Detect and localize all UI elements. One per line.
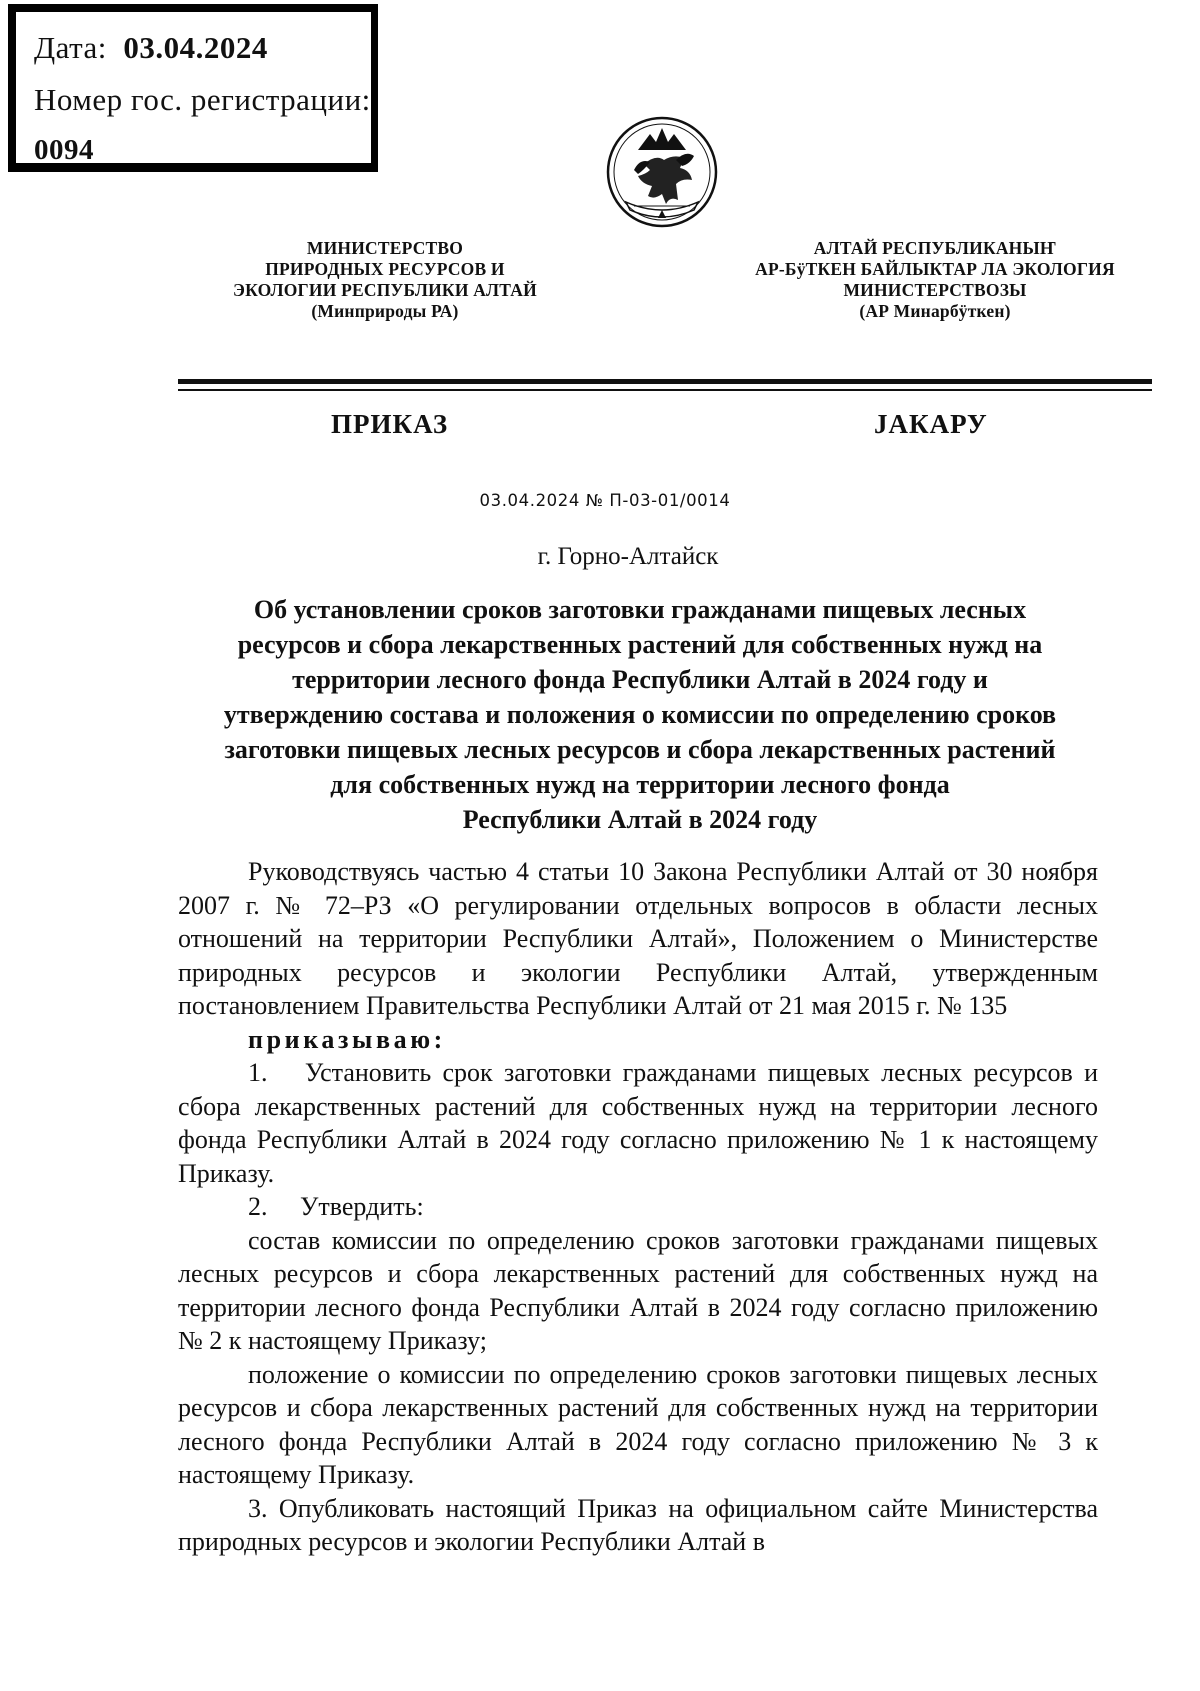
header-right-line: АЛТАЙ РЕСПУБЛИКАНЫҤ (813, 238, 1057, 258)
ministry-name-russian (212, 238, 558, 322)
title-line: ресурсов и сбора лекарственных растений для собственных нужд на (237, 630, 1043, 659)
header-divider-thick (178, 379, 1152, 384)
date-value: 03.04.2024 (123, 30, 268, 65)
header-right-line: АР-БÿТКЕН БАЙЛЫКТАР ЛА ЭКОЛОГИЯ (755, 259, 1115, 279)
preamble-paragraph: Руководствуясь частью 4 статьи 10 Закона Республики Алтай от 30 ноября 2007 г. № 72–РЗ «О регулировании отдельных вопросов в области лесных отношений на территории Республики Алтай», Положением о Министерстве природных ресурсов и экологии Республики Алтай, утвержденным постановлением Правительства Республики Алтай от 21 мая 2015 г. № 135 (178, 857, 1098, 1020)
header-left-line: ПРИРОДНЫХ РЕСУРСОВ И (265, 259, 505, 279)
title-line: Республики Алтай в 2024 году (462, 805, 818, 834)
header-right-line: (АР Минарбÿткен) (859, 301, 1011, 321)
doc-number: 03.04.2024 № П-03-01/0014 (479, 491, 731, 510)
order-item-2a: состав комиссии по определению сроков заготовки гражданами пищевых лесных ресурсов и сбора лекарственных растений для собственных нужд на территории лесного фонда Республики Алтай в 2024 году согласно приложению № 2 к настоящему Приказу; (178, 1225, 1098, 1355)
order-item-2: 2. Утвердить: (248, 1192, 424, 1221)
title-line: заготовки пищевых лесных ресурсов и сбора лекарственных растений (224, 735, 1056, 764)
order-item-2b: положение о комиссии по определению сроков заготовки пищевых лесных ресурсов и сбора лекарственных растений для собственных нужд на территории лесного фонда Республики Алтай в 2024 году согласно приложению № 3 к настоящему Приказу. (178, 1359, 1098, 1489)
header-right-line: МИНИСТЕРСТВОЗЫ (843, 280, 1027, 300)
header-left-line: ЭКОЛОГИИ РЕСПУБЛИКИ АЛТАЙ (233, 280, 537, 300)
city: г. Горно-Алтайск (537, 543, 719, 570)
order-item-3: 3. Опубликовать настоящий Приказ на официальном сайте Министерства природных ресурсов и экологии Республики Алтай в (178, 1493, 1098, 1556)
header-divider-thin (178, 389, 1152, 391)
title-line: территории лесного фонда Республики Алтай в 2024 году и (292, 665, 988, 694)
registration-stamp (8, 4, 378, 172)
title-line: для собственных нужд на территории лесного фонда (330, 770, 950, 799)
registration-label: Номер гос. регистрации: (34, 82, 371, 117)
registration-number: 0094 (34, 134, 94, 166)
title-line: Об установлении сроков заготовки гражданами пищевых лесных (253, 595, 1027, 624)
ministry-name-altai (730, 238, 1140, 322)
header-left-line: МИНИСТЕРСТВО (306, 238, 464, 258)
document-title (178, 592, 1102, 837)
doc-type-altai: JАКАРУ (874, 409, 988, 439)
title-line: утверждению состава и положения о комиссии по определению сроков (223, 700, 1057, 729)
doc-type-russian: ПРИКАЗ (331, 409, 449, 439)
header-left-line: (Минприроды РА) (311, 301, 459, 321)
order-word: приказываю: (248, 1024, 446, 1054)
altai-republic-emblem-icon (604, 114, 720, 236)
document-body (178, 855, 1098, 1559)
order-item-1: 1. Установить срок заготовки гражданами пищевых лесных ресурсов и сбора лекарственных растений для собственных нужд на территории лесного фонда Республики Алтай в 2024 году согласно приложению № 1 к настоящему Приказу. (178, 1058, 1098, 1188)
registration-date (34, 30, 268, 66)
date-label: Дата: (34, 30, 107, 65)
